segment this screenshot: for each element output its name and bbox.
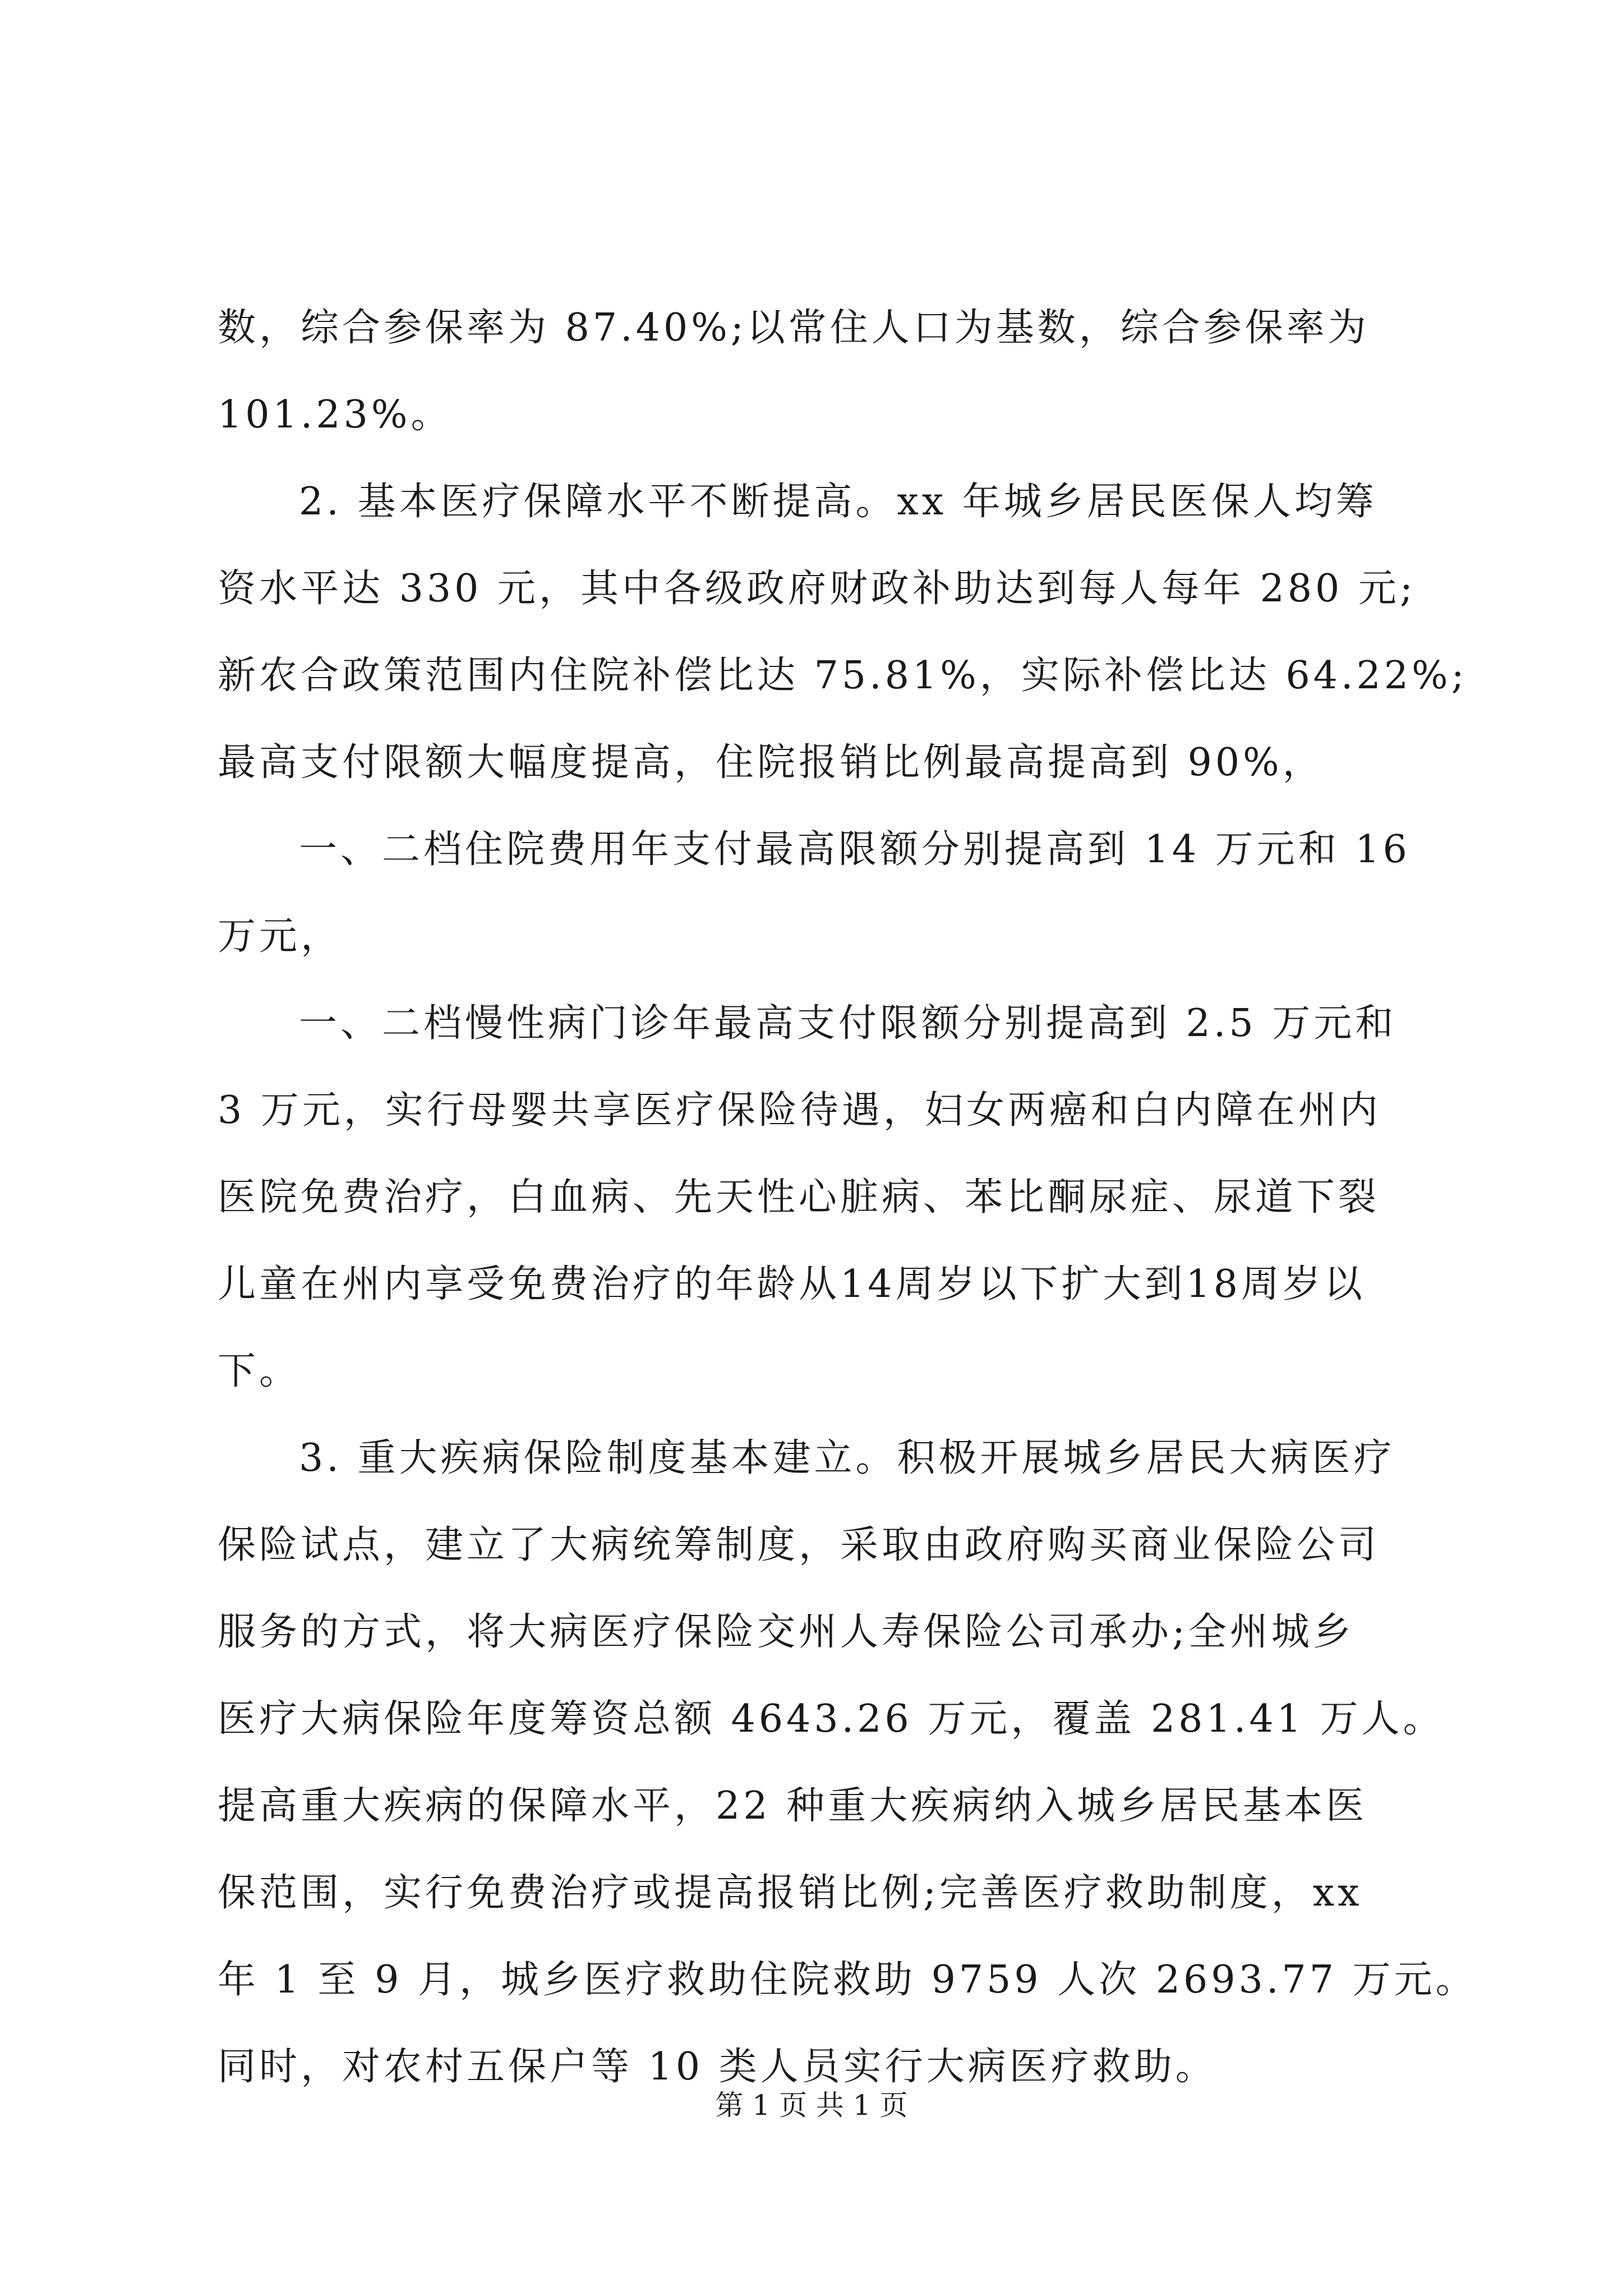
body-line-10: 3 万元，实行母婴共享医疗保险待遇，妇女两癌和白内障在州内 — [218, 1088, 1381, 1133]
body-line-20: 年 1 至 9 月，城乡医疗救助住院救助 9759 人次 2693.77 万元。 — [218, 1958, 1477, 2002]
body-line-19: 保范围，实行免费治疗或提高报销比例;完善医疗救助制度，xx — [218, 1871, 1363, 1915]
body-line-5: 新农合政策范围内住院补偿比达 75.81%，实际补偿比达 64.22%; — [218, 654, 1468, 698]
body-line-4: 资水平达 330 元，其中各级政府财政补助达到每人每年 280 元; — [218, 567, 1416, 611]
body-line-3: 2. 基本医疗保障水平不断提高。xx 年城乡居民医保人均筹 — [299, 480, 1377, 524]
body-line-2: 101.23%。 — [218, 393, 453, 437]
body-line-12: 儿童在州内享受免费治疗的年龄从14周岁以下扩大到18周岁以 — [218, 1262, 1366, 1306]
body-line-13: 下。 — [218, 1349, 301, 1393]
body-line-1: 数，综合参保率为 87.40%;以常住人口为基数，综合参保率为 — [218, 306, 1370, 350]
body-line-16: 服务的方式，将大病医疗保险交州人寿保险公司承办;全州城乡 — [218, 1610, 1354, 1654]
body-line-8: 万元， — [218, 914, 343, 959]
body-line-18: 提高重大疾病的保障水平，22 种重大疾病纳入城乡居民基本医 — [218, 1784, 1368, 1828]
body-line-21: 同时，对农村五保户等 10 类人员实行大病医疗救助。 — [218, 2045, 1217, 2089]
page-footer: 第 1 页 共 1 页 — [715, 2089, 908, 2122]
body-line-6: 最高支付限额大幅度提高，住院报销比例最高提高到 90%， — [218, 740, 1324, 785]
body-line-15: 保险试点，建立了大病统筹制度，采取由政府购买商业保险公司 — [218, 1523, 1380, 1567]
body-line-14: 3. 重大疾病保险制度基本建立。积极开展城乡居民大病医疗 — [299, 1436, 1395, 1480]
body-line-7: 一、二档住院费用年支付最高限额分别提高到 14 万元和 16 — [299, 827, 1410, 872]
body-line-11: 医院免费治疗，白血病、先天性心脏病、苯比酮尿症、尿道下裂 — [218, 1175, 1380, 1220]
body-line-17: 医疗大病保险年度筹资总额 4643.26 万元，覆盖 281.41 万人。 — [218, 1697, 1445, 1741]
body-line-9: 一、二档慢性病门诊年最高支付限额分别提高到 2.5 万元和 — [299, 1001, 1397, 1046]
